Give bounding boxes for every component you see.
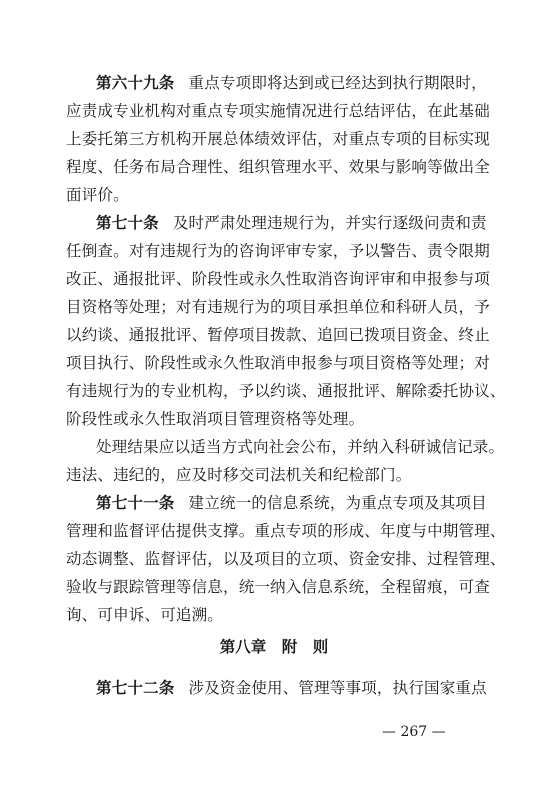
article-72-text: 涉及资金使用、管理等事项，执行国家重点	[188, 679, 487, 697]
article-69-line-3: 上委托第三方机构开展总体绩效评估，对重点专项的目标实现	[66, 130, 490, 148]
article-69-line-2: 应责成专业机构对重点专项实施情况进行总结评估，在此基础	[66, 102, 490, 120]
article-70-line-3: 改正、通报批评、阶段性或永久性取消咨询评审和申报参与项	[66, 270, 490, 288]
article-70-line-4: 目资格等处理；对有违规行为的项目承担单位和科研人员，予	[66, 298, 490, 316]
article-69-line-5: 面评价。	[66, 186, 129, 204]
article-71-text: 建立统一的信息系统，为重点专项及其项目	[188, 494, 487, 512]
article-69-text: 重点专项即将达到或已经达到执行期限时，	[188, 74, 487, 92]
article-70-heading: 第七十条	[96, 214, 159, 232]
article-70-line-6: 项目执行、阶段性或永久性取消申报参与项目资格等处理；对	[66, 354, 490, 372]
article-71-line-1	[96, 493, 487, 513]
article-70-para2-line-1: 处理结果应以适当方式向社会公布，并纳入科研诚信记录。	[96, 438, 505, 456]
article-71-line-3: 动态调整、监督评估，以及项目的立项、资金安排、过程管理、	[66, 550, 506, 568]
article-70-line-1	[96, 213, 487, 233]
article-69-heading: 第六十九条	[96, 74, 175, 92]
article-71-line-4: 验收与跟踪管理等信息，统一纳入信息系统，全程留痕，可查	[66, 578, 490, 596]
article-70-line-2: 任倒查。对有违规行为的咨询评审专家，予以警告、责令限期	[66, 242, 490, 260]
article-71-line-2: 管理和监督评估提供支撑。重点专项的形成、年度与中期管理、	[66, 522, 506, 540]
chapter-heading: 第八章 附 则	[219, 638, 329, 656]
article-70-para2-line-2: 违法、违纪的，应及时移交司法机关和纪检部门。	[66, 466, 412, 484]
article-69-line-1	[96, 73, 487, 93]
article-70-line-7: 有违规行为的专业机构，予以约谈、通报批评、解除委托协议、	[66, 382, 506, 400]
article-70-line-5: 以约谈、通报批评、暂停项目拨款、追回已拨项目资金、终止	[66, 326, 490, 344]
article-72-heading: 第七十二条	[96, 679, 175, 697]
article-69-line-4: 程度、任务布局合理性、组织管理水平、效果与影响等做出全	[66, 158, 490, 176]
article-71-line-5: 询、可申诉、可追溯。	[66, 606, 224, 624]
article-71-heading: 第七十一条	[96, 494, 175, 512]
article-70-line-8: 阶段性或永久性取消项目管理资格等处理。	[66, 410, 365, 428]
article-70-text: 及时严肃处理违规行为，并实行逐级问责和责	[172, 214, 487, 232]
article-72-line-1	[96, 678, 487, 698]
page-number: — 267 —	[382, 724, 446, 740]
